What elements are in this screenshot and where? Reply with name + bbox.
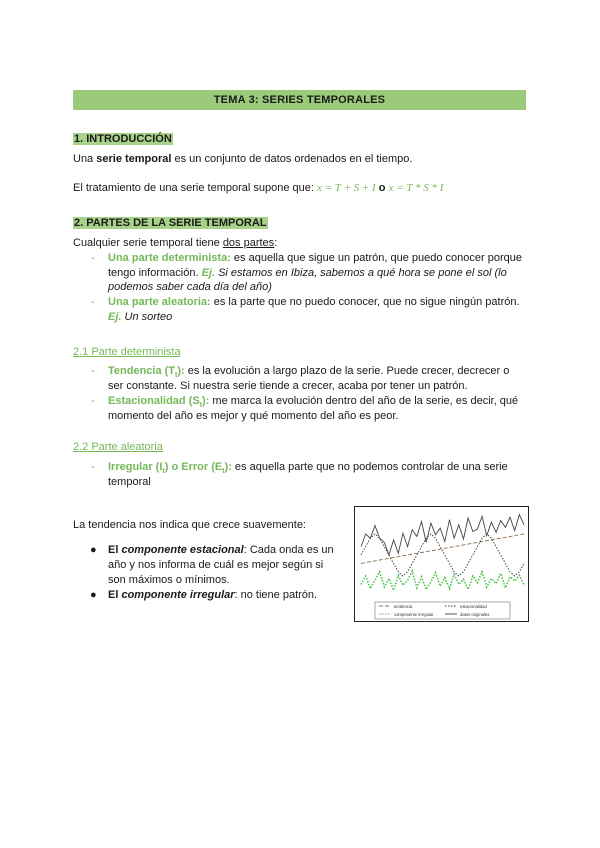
legend-label: datos originales (460, 612, 490, 617)
text: ): (202, 395, 210, 407)
section-1-heading-text: 1. INTRODUCCIÓN (74, 133, 172, 145)
tendencia-line-1 (108, 365, 509, 379)
dash-bullet: - (91, 365, 95, 377)
or-word: o (375, 182, 389, 194)
text: es aquella que sigue un patrón, que puedo conocer porque (230, 252, 522, 264)
multiplicative-formula: x = T * S * I (388, 182, 444, 194)
additive-formula: x = T + S + I (316, 182, 376, 194)
text: es la parte que no puedo conocer, que no sigue ningún patrón. (210, 296, 520, 308)
document-title: TEMA 3: SERIES TEMPORALES (73, 90, 526, 110)
estacionalidad-label (108, 395, 210, 410)
parts-intro (73, 237, 277, 249)
bold-italic-term: componente irregular (121, 589, 235, 601)
section-2-1-heading: 2.1 Parte determinista (73, 346, 181, 358)
bullet-dot: ● (90, 544, 97, 556)
italic-text: Un sorteo (121, 311, 173, 323)
aleatoria-item-line-2 (108, 311, 172, 323)
italic-text: Si estamos en Ibiza, sabemos a qué hora se pone el sol (lo (215, 267, 507, 279)
estacionalidad-line-2: momento del año es mejor y qué momento del año es peor. (108, 410, 399, 422)
text: Irregular (I (108, 461, 163, 473)
section-2-heading (73, 217, 268, 229)
bold-term: serie temporal (96, 153, 172, 165)
determinista-item-line-3: podemos saber cada día del año) (108, 281, 272, 293)
text: es la evolución a largo plazo de la serie. Puede crecer, decrecer o (184, 365, 510, 377)
chart-svg (355, 507, 530, 623)
irregular-label (108, 461, 232, 476)
text: El (108, 544, 122, 556)
text: ): (224, 461, 232, 473)
text: : no tiene patrón. (234, 589, 318, 601)
dash-bullet: - (91, 395, 95, 407)
section-2-2-heading: 2.2 Parte aleatoria (73, 441, 163, 453)
estacional-bullet-line-1 (108, 544, 344, 556)
tendencia-note: La tendencia nos indica que crece suavemente: (73, 519, 306, 531)
text: : Cada onda es un (243, 544, 334, 556)
text: El (108, 589, 122, 601)
estacional-bullet-line-2: año y nos informa de cuál es mejor según si (108, 559, 324, 571)
irregular-line-1 (108, 461, 508, 475)
legend-label: componente irregular (394, 612, 434, 617)
subscript: t (175, 372, 178, 380)
text: ): (177, 365, 185, 377)
determinista-item-line-2 (108, 267, 507, 279)
dash-bullet: - (91, 296, 95, 308)
treatment-paragraph (73, 182, 443, 194)
text: es aquella parte que no podemos controlar de una serie (231, 461, 508, 473)
text: Tendencia (T (108, 365, 176, 377)
subscript: t (162, 468, 165, 476)
text: es un conjunto de datos ordenados en el tiempo. (171, 153, 413, 165)
section-2-heading-text: 2. PARTES DE LA SERIE TEMPORAL (74, 217, 267, 229)
text: Una (73, 153, 97, 165)
example-marker: Ej. (108, 311, 122, 323)
legend-label: estacionalidad (460, 604, 487, 609)
irregular-bullet (108, 589, 317, 601)
irregular-line-2: temporal (108, 476, 151, 488)
series-line-tendencia (361, 534, 524, 563)
item-label: Una parte determinista: (108, 252, 231, 264)
section-1-heading (73, 133, 173, 145)
series-line-componente-irregular (361, 571, 524, 590)
aleatoria-item-line-1 (108, 296, 520, 308)
example-marker: Ej. (201, 267, 216, 279)
text: Estacionalidad (S (108, 395, 200, 407)
item-label: Una parte aleatoria: (108, 296, 211, 308)
text: ) o Error (E (164, 461, 223, 473)
determinista-item-line-1 (108, 252, 522, 264)
bold-italic-term: componente estacional (121, 544, 244, 556)
subscript: t (199, 402, 203, 410)
dash-bullet: - (91, 461, 95, 473)
text: El tratamiento de una serie temporal supone que: (73, 182, 317, 194)
time-series-chart (354, 506, 529, 622)
series-line-datos-originales (361, 515, 524, 555)
text: me marca la evolución dentro del año de la serie, es decir, qué (209, 395, 519, 407)
intro-paragraph (73, 153, 412, 165)
tendencia-label (108, 365, 185, 380)
subscript: t (222, 468, 225, 476)
legend-label: tendencia (394, 604, 413, 609)
bullet-dot: ● (90, 589, 97, 601)
text: Cualquier serie temporal tiene (73, 237, 223, 249)
text: : (274, 237, 278, 249)
underlined-text: dos partes (222, 237, 275, 249)
dash-bullet: - (91, 252, 95, 264)
tendencia-line-2: ser constante. Si nuestra serie tiende a crecer, acaba por tener un patrón. (108, 380, 468, 392)
estacionalidad-line-1 (108, 395, 518, 409)
text: tengo información. (108, 267, 202, 279)
series-line-estacionalidad (361, 534, 524, 576)
estacional-bullet-line-3: son máximos o mínimos. (108, 574, 230, 586)
